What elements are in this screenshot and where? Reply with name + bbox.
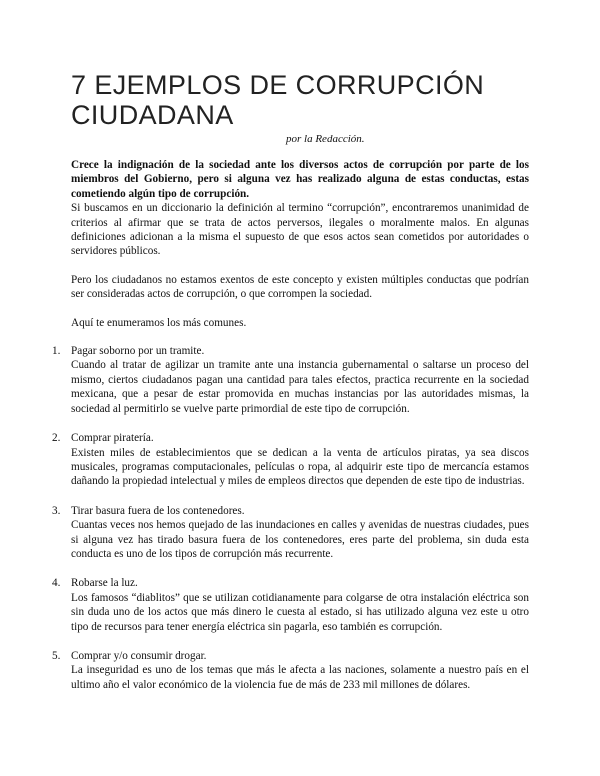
list-item-text: Cuando al tratar de agilizar un tramite ante una instancia gubernamental o saltarse un proceso del mismo, ciertos ciudadanos pagan una cantidad para tales efectos, practica recurrente en la sociedad mexicana, que a pesar de estar promovida en muchas instancias por las autoridades mismas, la sociedad al permitirlo se vuelve parte primordial de este tipo de corrupción. — [71, 359, 529, 415]
list-item-number: 2. — [52, 432, 61, 445]
list-item — [52, 504, 529, 562]
list-item — [52, 576, 529, 634]
list-item — [52, 344, 529, 416]
intro-paragraph-1: Si buscamos en un diccionario la definición al termino “corrupción”, encontraremos unanimidad de criterios al afirmar que se trata de actos perversos, ilegales o moralmente malos. En algunas definiciones adicionan a la misma el supuesto de que esos actos sean cometidos por autoridades o servidores públicos. — [71, 202, 529, 258]
intro-paragraph-2: Pero los ciudadanos no estamos exentos de este concepto y existen múltiples conductas que podrían ser consideradas actos de corrupción, o que corrompen la sociedad. — [71, 273, 529, 301]
list-item — [52, 431, 529, 489]
list-item-text: Cuantas veces nos hemos quejado de las inundaciones en calles y avenidas de nuestras ciudades, pues si alguna vez has tirado basura fuera de los contenedores, eres parte del problema, sin duda esta conducta es uno de los tipos de corrupción más recurrente. — [71, 519, 529, 560]
article-body — [52, 158, 529, 707]
list-item-title: Robarse la luz. — [71, 577, 138, 590]
list-item-title: Comprar y/o consumir drogar. — [71, 649, 207, 662]
byline: por la Redacción. — [286, 133, 365, 145]
list-item-number: 4. — [52, 577, 61, 590]
list-item-text: La inseguridad es uno de los temas que más le afecta a las naciones, solamente a nuestro país en el ultimo año el valor económico de la violencia fue de más de 233 mil millones de dólares. — [71, 664, 529, 691]
list-item-title: Tirar basura fuera de los contenedores. — [71, 504, 245, 517]
list-item — [52, 649, 529, 692]
list-item-text: Los famosos “diablitos” que se utilizan cotidianamente para colgarse de otra instalación eléctrica son sin duda uno de los actos que más dinero le cuesta al estado, si has utilizado alguna vez este u otro tipo de recursos para tener energía eléctrica sin pagarla, eso también es corrupción. — [71, 591, 529, 633]
list-item-title: Pagar soborno por un tramite. — [71, 345, 205, 358]
corruption-list — [52, 344, 529, 692]
lead-paragraph: Crece la indignación de la sociedad ante los diversos actos de corrupción por parte de los miembros del Gobierno, pero si alguna vez has realizado alguna de estas conductas, estas cometiendo algún tipo de corrupción. — [71, 159, 529, 200]
list-item-number: 5. — [52, 649, 61, 662]
document-title: 7 EJEMPLOS DE CORRUPCIÓN CIUDADANA — [71, 70, 485, 130]
intro-paragraph-3: Aquí te enumeramos los más comunes. — [71, 316, 247, 329]
list-item-number: 3. — [52, 504, 61, 517]
list-item-title: Comprar piratería. — [71, 432, 154, 445]
list-item-text: Existen miles de establecimientos que se dedican a la venta de artículos piratas, ya sea discos musicales, programas computacionales, películas o ropa, al adquirir este tipo de mercancía estamos dañando la propiedad intelectual y miles de empleos directos que dependen de este tipo de industrias. — [71, 446, 529, 488]
list-item-number: 1. — [52, 345, 61, 358]
